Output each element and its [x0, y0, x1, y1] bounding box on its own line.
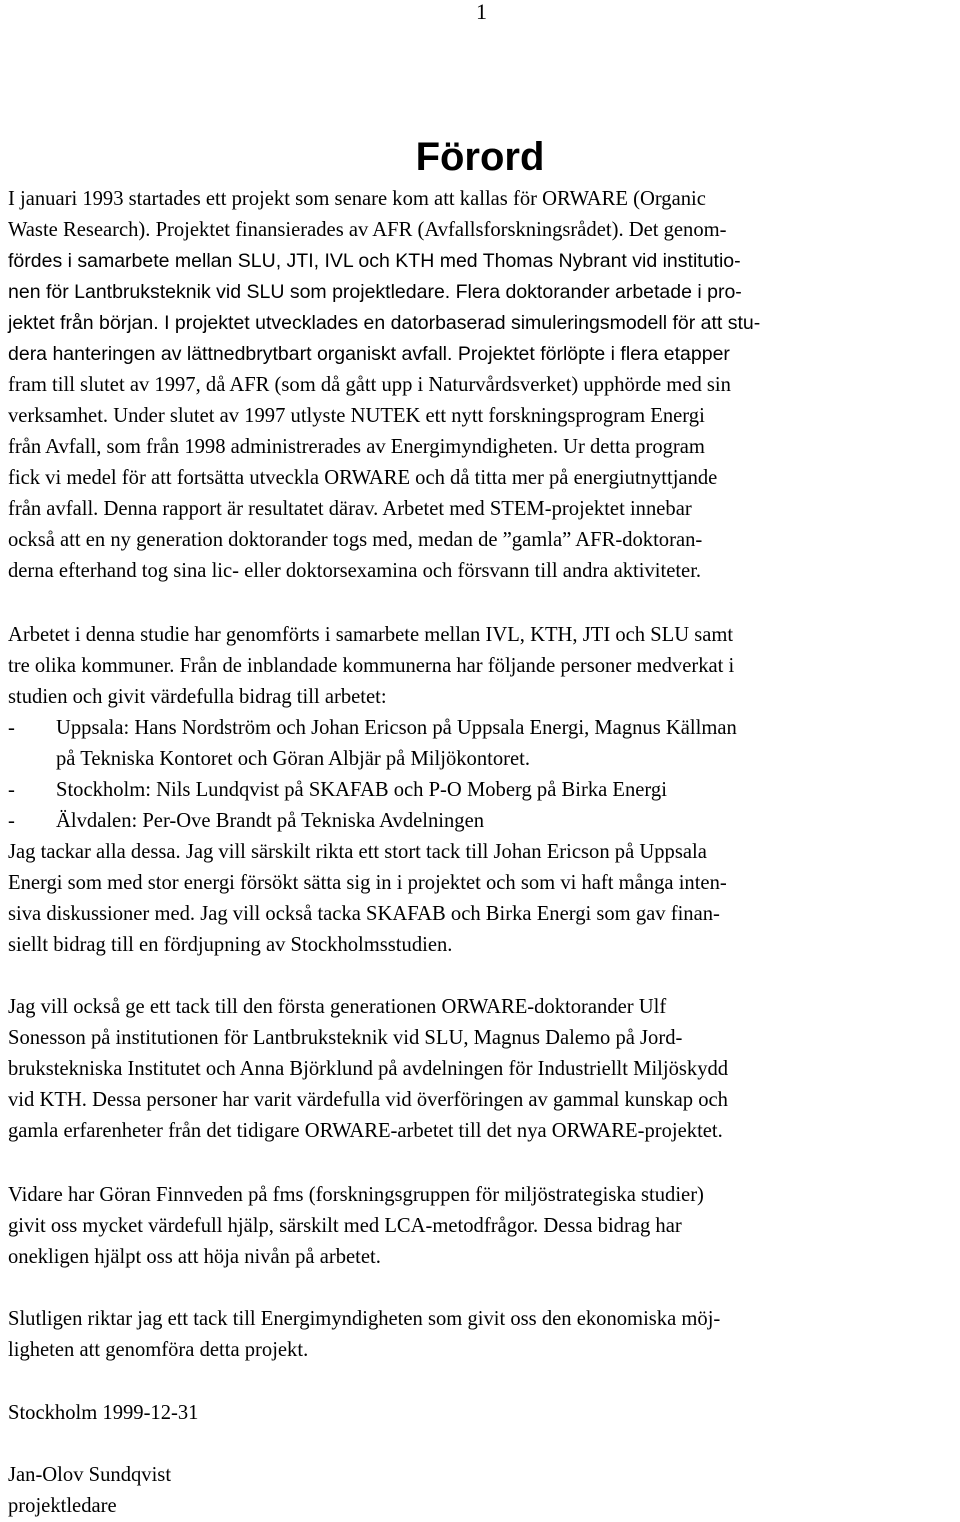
paragraph-collaboration: [8, 620, 960, 961]
list-item-text: Älvdalen: Per-Ove Brandt på Tekniska Avdelningen: [56, 810, 485, 832]
text-line: Arbetet i denna studie har genomförts i samarbete mellan IVL, KTH, JTI och SLU samt: [8, 624, 734, 646]
paragraph-history: [8, 184, 960, 587]
text-line: jektet från början. I projektet utvecklades en datorbaserad simuleringsmodell för att stu-: [8, 312, 761, 334]
text-line: givit oss mycket värdefull hjälp, särskilt med LCA-metodfrågor. Dessa bidrag har: [8, 1215, 682, 1237]
text-line: fördes i samarbete mellan SLU, JTI, IVL och KTH med Thomas Nybrant vid institutio-: [8, 250, 741, 272]
signature-block: [8, 1460, 960, 1522]
text-line: dera hanteringen av lättnedbrytbart organiskt avfall. Projektet förlöpte i flera etapper: [8, 343, 730, 365]
text-line: derna efterhand tog sina lic- eller doktorsexamina och försvann till andra aktiviteter.: [8, 560, 702, 582]
text-line: gamla erfarenheter från det tidigare ORWARE-arbetet till det nya ORWARE-projektet.: [8, 1120, 723, 1142]
text-line: siellt bidrag till en fördjupning av Stockholmsstudien.: [8, 934, 453, 956]
list-dash: -: [8, 717, 15, 739]
list-item-text: Uppsala: Hans Nordström och Johan Ericson på Uppsala Energi, Magnus Källman: [56, 717, 737, 739]
list-dash: -: [8, 810, 15, 832]
text-line: Sonesson på institutionen för Lantbruksteknik vid SLU, Magnus Dalemo på Jord-: [8, 1027, 683, 1049]
text-line: nen för Lantbruksteknik vid SLU som projektledare. Flera doktorander arbetade i pro-: [8, 281, 742, 303]
list-item: [8, 806, 960, 837]
text-line: också att en ny generation doktorander togs med, medan de ”gamla” AFR-doktoran-: [8, 529, 703, 551]
text-line: tre olika kommuner. Från de inblandade kommunerna har följande personer medverkat i: [8, 655, 735, 677]
place-date: [8, 1398, 960, 1429]
text-line: Energi som med stor energi försökt sätta sig in i projektet och som vi haft många inten-: [8, 872, 727, 894]
text-line: Vidare har Göran Finnveden på fms (forskningsgruppen för miljöstrategiska studier): [8, 1184, 704, 1206]
list-item: [8, 775, 960, 806]
text-line: Jag tackar alla dessa. Jag vill särskilt rikta ett stort tack till Johan Ericson på Uppsala: [8, 841, 707, 863]
list-item: [8, 713, 960, 744]
text-line: vid KTH. Dessa personer har varit värdefulla vid överföringen av gammal kunskap och: [8, 1089, 728, 1111]
signature-role: projektledare: [8, 1495, 117, 1517]
text-line: ligheten att genomföra detta projekt.: [8, 1339, 309, 1361]
page-number: 1: [476, 0, 487, 24]
text-line: Waste Research). Projektet finansierades av AFR (Avfallsforskningsrådet). Det genom-: [8, 219, 727, 241]
text-line: siva diskussioner med. Jag vill också tacka SKAFAB och Birka Energi som gav finan-: [8, 903, 720, 925]
page-title: Förord: [415, 135, 545, 179]
text-line: från avfall. Denna rapport är resultatet därav. Arbetet med STEM-projektet innebar: [8, 498, 692, 520]
paragraph-final-thanks: [8, 1304, 960, 1366]
signature-name: Jan-Olov Sundqvist: [8, 1464, 172, 1486]
text-line: studien och givit värdefulla bidrag till arbetet:: [8, 686, 387, 708]
text-line: fick vi medel för att fortsätta utveckla ORWARE och då titta mer på energiutnyttjande: [8, 467, 718, 489]
paragraph-fms: [8, 1180, 960, 1273]
list-dash: -: [8, 779, 15, 801]
text-line: fram till slutet av 1997, då AFR (som då gått upp i Naturvårdsverket) upphörde med sin: [8, 374, 731, 396]
text-line: verksamhet. Under slutet av 1997 utlyste NUTEK ett nytt forskningsprogram Energi: [8, 405, 705, 427]
list-item-text: Stockholm: Nils Lundqvist på SKAFAB och P-O Moberg på Birka Energi: [56, 779, 667, 801]
text-line: I januari 1993 startades ett projekt som senare kom att kallas för ORWARE (Organic: [8, 188, 706, 210]
text-line: onekligen hjälpt oss att höja nivån på arbetet.: [8, 1246, 381, 1268]
text-line: från Avfall, som från 1998 administrerades av Energimyndigheten. Ur detta program: [8, 436, 705, 458]
list-item-continuation: på Tekniska Kontoret och Göran Albjär på Miljökontoret.: [56, 748, 531, 770]
text-line: Jag vill också ge ett tack till den första generationen ORWARE-doktorander Ulf: [8, 996, 667, 1018]
text-line: brukstekniska Institutet och Anna Björklund på avdelningen för Industriellt Miljöskydd: [8, 1058, 729, 1080]
paragraph-first-generation: [8, 992, 960, 1147]
place-date-text: Stockholm 1999-12-31: [8, 1402, 199, 1424]
text-line: Slutligen riktar jag ett tack till Energimyndigheten som givit oss den ekonomiska möj-: [8, 1308, 721, 1330]
